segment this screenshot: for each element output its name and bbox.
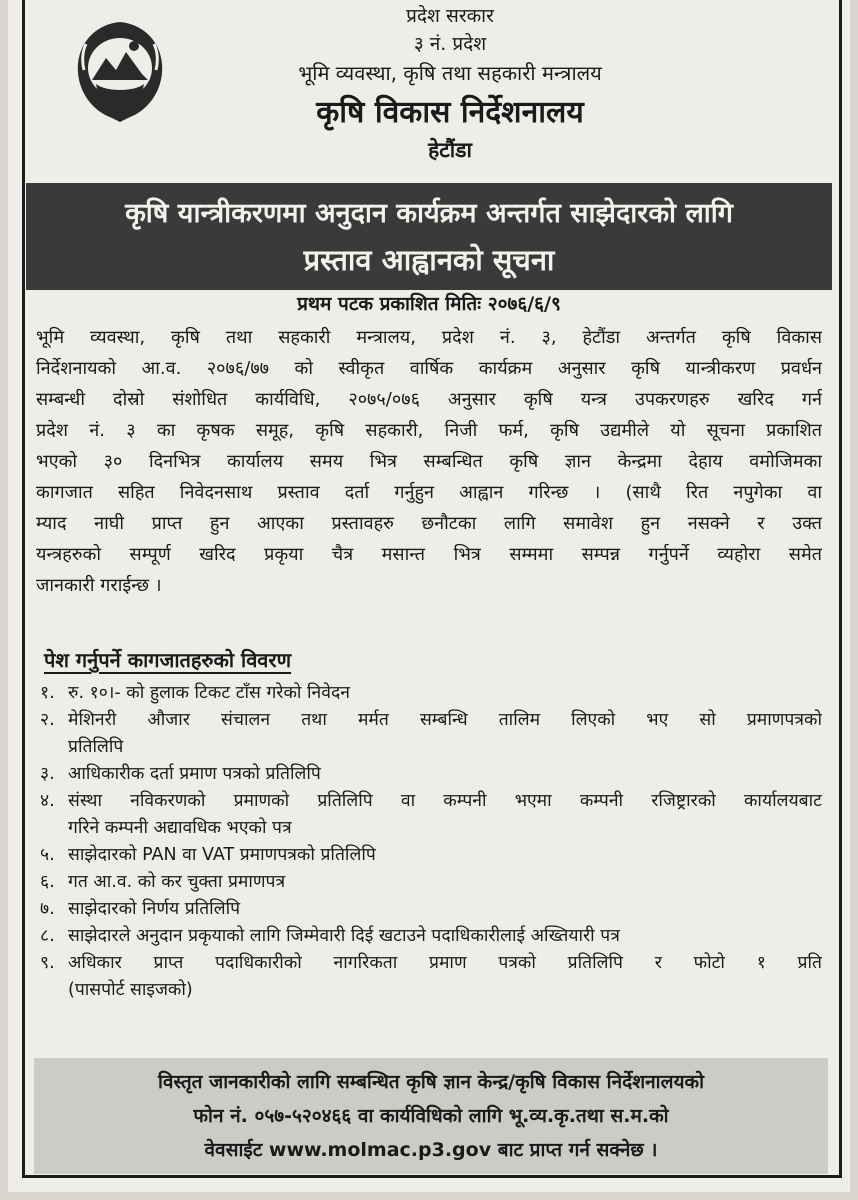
footer-line1: विस्तृत जानकारीको लागि सम्बन्धित कृषि ज्ञान केन्द्र/कृषि विकास निर्देशनालयको — [157, 1071, 705, 1093]
documents-list — [40, 680, 822, 1004]
body-line: म्याद नाघी प्राप्त हुन आएका प्रस्तावहरु छनौटका लागि समावेश हुन नसक्ने र उक्त — [36, 513, 822, 534]
item-number: १. — [40, 683, 55, 703]
item-text: साझेदारले अनुदान प्रकृयाको लागि जिम्मेवारी दिई खटाउने पदाधिकारीलाई अख्तियारी पत्र — [68, 926, 620, 946]
list-item — [40, 923, 822, 950]
item-number: ४. — [40, 791, 55, 811]
item-text: आधिकारीक दर्ता प्रमाण पत्रको प्रतिलिपि — [68, 764, 321, 784]
item-text: अधिकार प्राप्त पदाधिकारीको नागरिकता प्रमाण पत्रको प्रतिलिपि र फोटो १ प्रति — [68, 953, 822, 973]
list-item — [40, 761, 822, 788]
item-number: ७. — [40, 899, 55, 919]
notice-body — [36, 322, 822, 601]
list-item — [40, 680, 822, 707]
header-ministry: भूमि व्यवस्था, कृषि तथा सहकारी मन्त्रालय — [298, 61, 602, 85]
footer-line2: फोन नं. ०५७-५२०४६६ वा कार्यविधिको लागि भू.व्य.कृ.तथा स.म.को — [193, 1105, 669, 1127]
header-office-title: कृषि विकास निर्देशनालय — [316, 95, 584, 130]
item-number: २. — [40, 710, 55, 730]
body-line: यन्त्रहरुको सम्पूर्ण खरिद प्रकृया चैत्र मसान्त भित्र सम्ममा सम्पन्न गर्नुपर्ने व्यहोरा समेत — [36, 544, 822, 565]
body-line: प्रदेश नं. ३ का कृषक समूह, कृषि सहकारी, निजी फर्म, कृषि उद्यमीले यो सूचना प्रकाशित — [36, 420, 822, 441]
publication-date: प्रथम पटक प्रकाशित मितिः २०७६/६/९ — [297, 293, 561, 315]
government-emblem-icon — [72, 18, 168, 124]
documents-heading: पेश गर्नुपर्ने कागजातहरुको विवरण — [44, 648, 292, 672]
item-number: ५. — [40, 845, 55, 865]
item-text-continued: प्रतिलिपि — [68, 737, 124, 757]
header-province: ३ नं. प्रदेश — [413, 33, 487, 55]
item-text: संस्था नविकरणको प्रमाणको प्रतिलिपि वा कम्पनी भएमा कम्पनी रजिष्ट्रारको कार्यालयबाट — [68, 791, 822, 811]
list-item — [40, 869, 822, 896]
header-government: प्रदेश सरकार — [406, 5, 494, 27]
body-line: भूमि व्यवस्था, कृषि तथा सहकारी मन्त्रालय, प्रदेश नं. ३, हेटौंडा अन्तर्गत कृषि विकास — [36, 327, 822, 348]
banner-title-line1: कृषि यान्त्रीकरणमा अनुदान कार्यक्रम अन्तर्गत साझेदारको लागि — [125, 197, 733, 229]
item-number: ६. — [40, 872, 55, 892]
item-text-continued: (पासपोर्ट साइजको) — [68, 980, 193, 1000]
body-line: कागजात सहित निवेदनसाथ प्रस्ताव दर्ता गर्नुहुन आह्वान गरिन्छ । (साथै रित नपुगेका वा — [36, 482, 822, 503]
item-text: साझेदारको निर्णय प्रतिलिपि — [68, 899, 241, 919]
list-item — [40, 788, 822, 842]
list-item — [40, 707, 822, 761]
footer-line3: वेवसाईट www.molmac.p3.gov बाट प्राप्त गर्न सक्नेछ । — [204, 1139, 658, 1161]
banner-title-line2: प्रस्ताव आह्वानको सूचना — [303, 242, 555, 277]
body-line: भएको ३० दिनभित्र कार्यालय समय भित्र सम्बन्धित कृषि ज्ञान केन्द्रमा देहाय वमोजिमका — [36, 451, 822, 472]
item-text: रु. १०।- को हुलाक टिकट टाँस गरेको निवेदन — [68, 683, 350, 703]
header-location: हेटौंडा — [428, 138, 472, 162]
list-item — [40, 896, 822, 923]
list-item — [40, 950, 822, 1004]
item-text-continued: गरिने कम्पनी अद्यावधिक भएको पत्र — [68, 818, 292, 838]
item-text: मेशिनरी औजार संचालन तथा मर्मत सम्बन्धि तालिम लिएको भए सो प्रमाणपत्रको — [68, 710, 822, 730]
notice-title-banner — [26, 183, 832, 290]
item-number: ८. — [40, 926, 55, 946]
list-item — [40, 842, 822, 869]
item-text: साझेदारको PAN वा VAT प्रमाणपत्रको प्रतिलिपि — [68, 845, 376, 865]
item-text: गत आ.व. को कर चुक्ता प्रमाणपत्र — [68, 872, 286, 892]
body-line: सम्बन्धी दोस्रो संशोधित कार्यविधि, २०७५/०७६ अनुसार कृषि यन्त्र उपकरणहरु खरिद गर्न — [36, 389, 822, 410]
body-line: निर्देशनायको आ.व. २०७६/७७ को स्वीकृत वार्षिक कार्यक्रम अनुसार कृषि यान्त्रीकरण प्रवर्धन — [36, 358, 822, 379]
contact-info-box — [34, 1058, 828, 1174]
item-number: ३. — [40, 764, 55, 784]
body-line: जानकारी गराईन्छ । — [36, 575, 162, 596]
item-number: ९. — [40, 953, 55, 973]
